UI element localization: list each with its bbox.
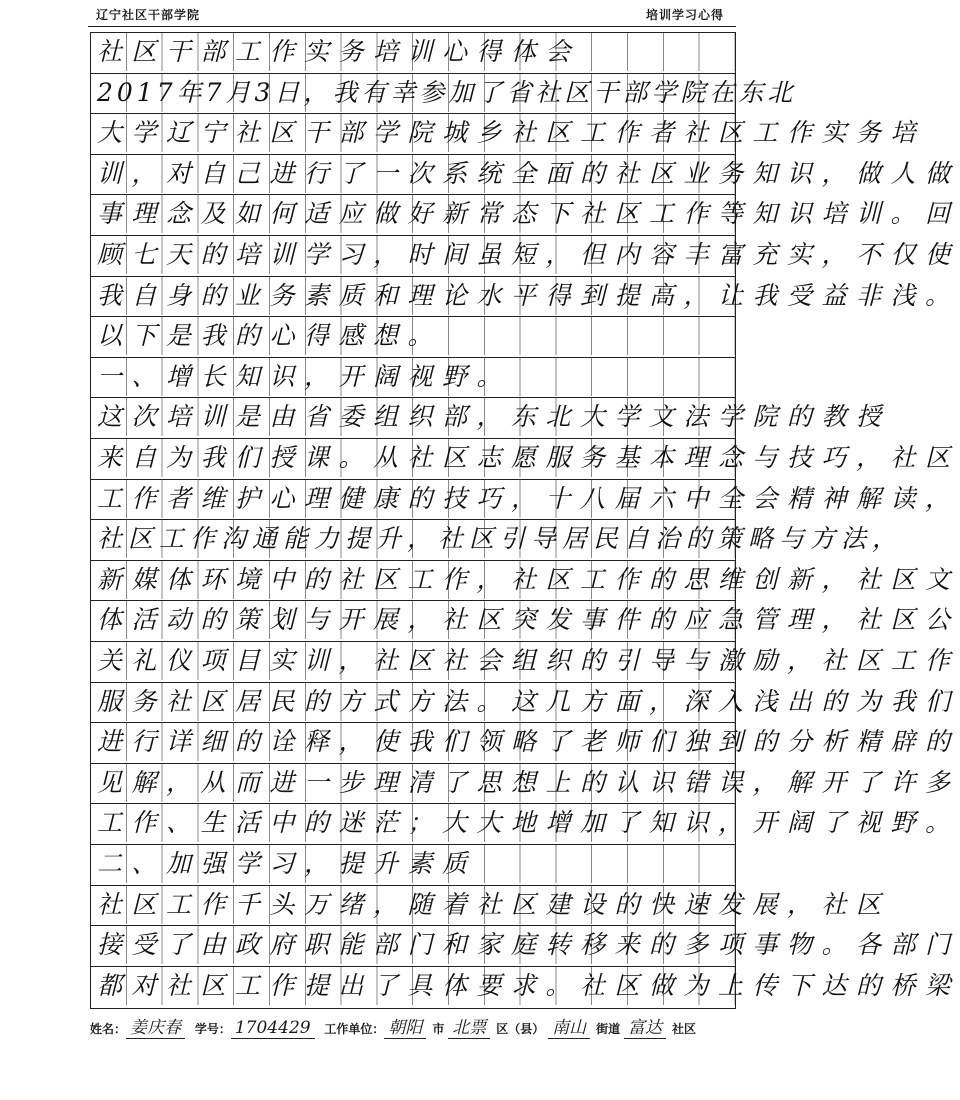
essay-line-row (91, 397, 891, 436)
essay-line-row (91, 925, 960, 964)
essay-line-row (91, 682, 960, 721)
essay-line-text: 接受了由政府职能部门和家庭转移来的多项事物。各部门 (97, 930, 960, 960)
essay-line-text: 社区干部工作实务培训心得体会 (97, 37, 581, 66)
work-unit-label: 工作单位： (324, 1022, 385, 1036)
essay-line-text: 见解，从而进一步理清了思想上的认识错误，解开了许多 (97, 767, 960, 797)
essay-line-row (91, 73, 797, 112)
essay-line-text: 以下是我的心得感想。 (97, 321, 443, 351)
essay-line-text: 顾七天的培训学习，时间虽短，但内容丰富充实，不仅使 (97, 240, 960, 269)
city-value: 朝阳 (384, 1013, 426, 1039)
essay-line-text: 社区工作千头万绪，随着社区建设的快速发展，社区 (97, 889, 891, 919)
essay-line-text: 都对社区工作提出了具体要求。社区做为上传下达的桥梁 (97, 970, 960, 1000)
essay-line-text: 来自为我们授课。从社区志愿服务基本理念与技巧，社区 (97, 443, 960, 472)
essay-line-text: 2017年7月3日，我有幸参加了省社区干部学院在东北 (97, 77, 797, 107)
essay-line-row (91, 357, 735, 396)
county-value: 北票 (448, 1013, 490, 1039)
essay-line-row (91, 803, 960, 842)
essay-line-text: 社区工作沟通能力提升，社区引导居民自治的策略与方法， (97, 524, 904, 554)
student-id-value: 1704429 (231, 1018, 315, 1039)
writing-grid (90, 32, 960, 1009)
essay-line-row (91, 885, 891, 924)
community-label: 社区 (671, 1022, 696, 1036)
essay-line-row (91, 276, 960, 315)
essay-line-text: 训，对自己进行了一次系统全面的社区业务知识，做人做 (97, 158, 960, 188)
essay-line-text: 体活动的策划与开展，社区突发事件的应急管理，社区公 (97, 605, 960, 635)
essay-line-text: 关礼仪项目实训，社区社会组织的引导与激励，社区工作 (97, 646, 960, 675)
school-name-header: 辽宁社区干部学院 (96, 8, 201, 22)
essay-line-text: 事理念及如何适应做好新常态下社区工作等知识培训。回 (97, 199, 960, 229)
name-value: 姜庆春 (126, 1013, 185, 1039)
essay-line-text: 服务社区居民的方式方法。这几方面，深入浅出的为我们 (97, 686, 960, 716)
essay-line-row (91, 32, 735, 71)
essay-line-text: 工作者维护心理健康的技巧，十八届六中全会精神解读， (97, 483, 960, 513)
street-value: 南山 (548, 1013, 590, 1039)
essay-line-row (91, 763, 960, 802)
essay-line-text: 这次培训是由省委组织部，东北大学文法学院的教授 (97, 402, 891, 432)
essay-line-row (91, 235, 960, 274)
student-info-footer (90, 1013, 740, 1039)
essay-line-row (91, 154, 960, 193)
essay-line-row (91, 519, 904, 558)
essay-line-text: 大学辽宁社区干部学院城乡社区工作者社区工作实务培 (97, 118, 926, 148)
essay-line-row (91, 641, 960, 680)
essay-line-row (91, 844, 735, 883)
county-label: 区（县） (496, 1022, 545, 1036)
community-value: 富达 (624, 1013, 666, 1039)
essay-line-text: 新媒体环境中的社区工作，社区工作的思维创新，社区文 (97, 564, 960, 594)
essay-line-text: 二、加强学习，提升素质 (97, 849, 477, 878)
essay-line-text: 工作、生活中的迷茫；大大地增加了知识，开阔了视野。 (97, 808, 960, 838)
city-label: 市 (432, 1022, 445, 1036)
student-id-label: 学号： (194, 1022, 231, 1036)
essay-line-row (91, 113, 926, 152)
essay-line-text: 我自身的业务素质和理论水平得到提高，让我受益非浅。 (97, 280, 960, 310)
street-label: 街道 (596, 1022, 621, 1036)
essay-line-row (91, 194, 960, 233)
essay-line-row (91, 722, 960, 761)
essay-line-row (91, 438, 960, 477)
essay-line-row (91, 966, 960, 1005)
essay-line-row (91, 479, 960, 518)
name-label: 姓名： (90, 1022, 127, 1036)
essay-line-row (91, 316, 735, 355)
essay-line-text: 进行详细的诠释，使我们领略了老师们独到的分析精辟的 (97, 727, 960, 757)
essay-line-row (91, 560, 960, 599)
sheet-type-header: 培训学习心得 (645, 8, 724, 22)
essay-line-row (91, 600, 960, 639)
header-divider (88, 26, 736, 27)
essay-line-text: 一、增长知识，开阔视野。 (97, 361, 512, 391)
